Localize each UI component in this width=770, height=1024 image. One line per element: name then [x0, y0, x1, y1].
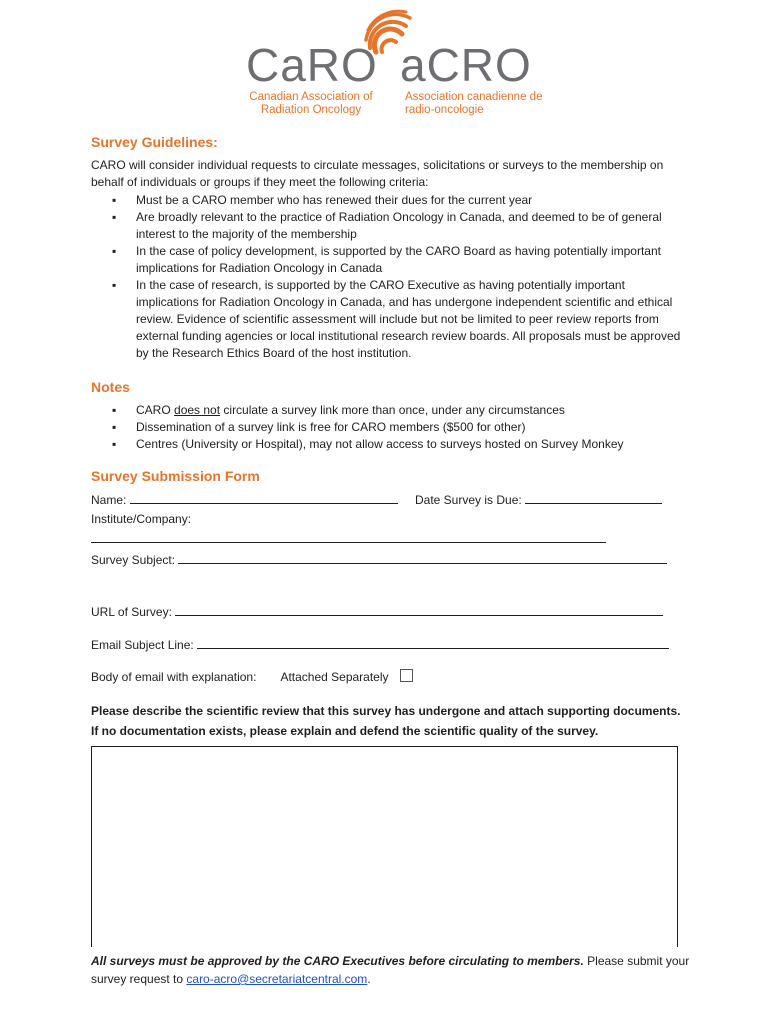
due-date-row [415, 491, 662, 509]
notes-list [91, 402, 681, 453]
footer-period: . [367, 972, 371, 986]
url-label: URL of Survey: [91, 605, 172, 619]
list-item: ▪ Dissemination of a survey link is free for CARO members ($500 for other) [91, 419, 681, 436]
survey-subject-field[interactable] [178, 551, 667, 564]
logo-subtitle-en: Canadian Association of Radiation Oncology [249, 91, 373, 116]
name-row [91, 491, 398, 509]
list-item: ▪ Centres (University or Hospital), may not allow access to surveys hosted on Survey Monkey [91, 436, 681, 453]
scientific-review-textarea[interactable] [91, 746, 678, 947]
url-field[interactable] [175, 603, 663, 616]
email-subject-row [91, 636, 669, 654]
institute-field[interactable] [91, 530, 606, 543]
due-date-label: Date Survey is Due: [415, 493, 522, 507]
submit-instruction: Please submit your survey request to [91, 954, 690, 986]
institute-label: Institute/Company: [91, 512, 192, 526]
notes-heading: Notes [91, 379, 130, 395]
scientific-review-prompt: Please describe the scientific review that this survey has undergone and attach supporting documents. If no documentation exists, please explain and defend the scientific quality of the survey. [91, 704, 681, 738]
list-item: ▪ Must be a CARO member who has renewed their dues for the current year [91, 192, 681, 209]
name-field[interactable] [130, 491, 398, 504]
note-text: circulate a survey link more than once, under any circumstances [220, 403, 565, 417]
list-item [91, 402, 681, 419]
logo-subtitle-fr: Association canadienne de radio-oncologie [405, 91, 543, 116]
logo-text-fr: aCRO [400, 39, 532, 91]
email-body-label: Body of email with explanation: [91, 670, 257, 684]
email-subject-field[interactable] [197, 636, 669, 649]
approval-notice: All surveys must be approved by the CARO Executives before circulating to members. [91, 954, 584, 968]
guidelines-intro: CARO will consider individual requests to circulate messages, solicitations or surveys to the membership on behalf of individuals or groups if they meet the following criteria: [91, 158, 664, 189]
logo-text-en: CaRO [246, 39, 378, 91]
attached-separately-label: Attached Separately [280, 670, 389, 684]
url-row [91, 603, 663, 621]
attached-separately-checkbox[interactable] [400, 669, 413, 682]
guidelines-list [91, 192, 681, 362]
institute-line-row [91, 530, 606, 548]
footer-note [91, 952, 691, 988]
email-subject-label: Email Subject Line: [91, 638, 194, 652]
note-emphasis: does not [174, 403, 221, 417]
due-date-field[interactable] [525, 491, 662, 504]
submission-email-link[interactable]: caro-acro@secretariatcentral.com [186, 972, 368, 986]
institute-row [91, 511, 191, 528]
list-item: ▪ In the case of policy development, is supported by the CARO Board as having potentially important implications for Radiation Oncology in Canada [91, 243, 681, 277]
list-item: ▪ In the case of research, is supported by the CARO Executive as having potentially important implications for Radiation Oncology in Canada, and has undergone independent scientific and ethical review. Evidence of scientific assessment will include but not be limited to peer review reports from external funding agencies or local institutional research review boards. All proposals must be approved by the Research Ethics Board of the host institution. [91, 277, 681, 362]
note-text: CARO [136, 403, 175, 417]
list-item: ▪ Are broadly relevant to the practice of Radiation Oncology in Canada, and deemed to be of general interest to the majority of the membership [91, 209, 681, 243]
guidelines-heading: Survey Guidelines: [91, 134, 218, 150]
survey-subject-row [91, 551, 667, 569]
name-label: Name: [91, 493, 127, 507]
email-body-row [91, 669, 413, 686]
form-heading: Survey Submission Form [91, 468, 260, 484]
caro-acro-logo [240, 8, 543, 123]
survey-subject-label: Survey Subject: [91, 553, 176, 567]
